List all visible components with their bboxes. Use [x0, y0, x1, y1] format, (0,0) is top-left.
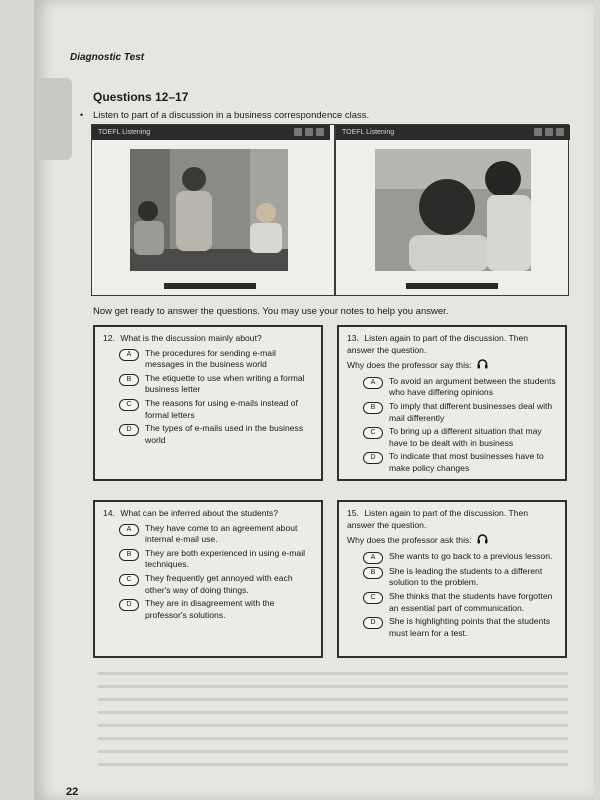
- option-text: To bring up a different situation that may have to be dealt with in business: [389, 426, 542, 448]
- option-letter[interactable]: C: [119, 574, 139, 586]
- question-text: What is the discussion mainly about?: [120, 333, 262, 343]
- answer-option-b[interactable]: [103, 548, 313, 571]
- question-stem: [347, 333, 557, 356]
- question-text: What can be inferred about the students?: [120, 508, 278, 518]
- question-prompt: [347, 534, 557, 548]
- option-text: She wants to go back to a previous lesson.: [389, 550, 553, 561]
- option-text: She thinks that the students have forgotten an essential part of communication.: [389, 590, 553, 613]
- screen-left-titlebar: [92, 125, 330, 140]
- question-number: 15.: [347, 508, 359, 518]
- option-letter[interactable]: B: [119, 374, 139, 386]
- option-text: The reasons for using e-mails instead of formal letters: [145, 397, 298, 420]
- answer-option-c[interactable]: [103, 573, 313, 596]
- question-stem: [103, 508, 313, 520]
- option-letter[interactable]: A: [363, 552, 383, 564]
- volume-icon: [534, 128, 542, 136]
- ready-instruction: Now get ready to answer the questions. You may use your notes to help you answer.: [93, 306, 449, 317]
- running-header: Diagnostic Test: [70, 52, 145, 63]
- screen-right-title: TOEFL Listening: [342, 129, 395, 136]
- option-letter[interactable]: D: [119, 599, 139, 611]
- answer-option-b[interactable]: [347, 401, 557, 424]
- answer-option-a[interactable]: [347, 551, 557, 564]
- student-photo: [375, 149, 531, 271]
- question-12-box: [93, 325, 323, 481]
- screen-left: [92, 125, 330, 295]
- answer-option-c[interactable]: [103, 398, 313, 421]
- option-letter[interactable]: A: [119, 524, 139, 536]
- option-text: The procedures for sending e-mail messages in the business world: [145, 347, 276, 370]
- option-text: The types of e-mails used in the business world: [145, 423, 304, 445]
- question-text: Listen again to part of the discussion. Then answer the question.: [347, 333, 529, 355]
- option-letter[interactable]: C: [363, 592, 383, 604]
- answer-option-a[interactable]: [103, 523, 313, 546]
- screen-right: [334, 125, 570, 295]
- answer-option-d[interactable]: [103, 423, 313, 446]
- prompt-text: Why does the professor ask this:: [347, 535, 472, 546]
- question-13-box: [337, 325, 567, 481]
- next-icon: [556, 128, 564, 136]
- answer-option-d[interactable]: [347, 451, 557, 474]
- next-icon: [316, 128, 324, 136]
- answer-option-b[interactable]: [103, 373, 313, 396]
- bleed-through-text: [98, 662, 568, 782]
- option-text: To imply that different businesses deal with mail differently: [389, 400, 553, 423]
- option-text: They are both experienced in using e-mail techniques.: [145, 547, 306, 570]
- question-stem: [347, 508, 557, 531]
- page-number: 22: [66, 786, 79, 798]
- question-prompt: [347, 359, 557, 373]
- question-stem: [103, 333, 313, 345]
- option-letter[interactable]: B: [363, 402, 383, 414]
- option-letter[interactable]: D: [119, 424, 139, 436]
- option-text: She is leading the students to a different solution to the problem.: [389, 565, 543, 588]
- option-text: The etiquette to use when writing a formal business letter: [145, 372, 305, 395]
- bullet-mark: •: [80, 110, 84, 120]
- option-text: To indicate that most businesses have to make policy changes: [389, 451, 544, 473]
- option-letter[interactable]: D: [363, 452, 383, 464]
- question-number: 12.: [103, 333, 115, 343]
- question-text: Listen again to part of the discussion. Then answer the question.: [347, 508, 529, 530]
- help-icon: [545, 128, 553, 136]
- volume-icon: [294, 128, 302, 136]
- side-tab: [36, 78, 72, 160]
- answer-option-b[interactable]: [347, 566, 557, 589]
- question-number: 14.: [103, 508, 115, 518]
- answer-option-c[interactable]: [347, 591, 557, 614]
- screen-left-progress-bar: [164, 283, 256, 289]
- option-letter[interactable]: C: [119, 399, 139, 411]
- option-letter[interactable]: B: [363, 567, 383, 579]
- screen-right-controls: [534, 128, 564, 137]
- option-text: To avoid an argument between the students who have differing opinions: [389, 375, 556, 398]
- option-text: She is highlighting points that the students must learn for a test.: [389, 616, 551, 638]
- option-letter[interactable]: B: [119, 549, 139, 561]
- question-15-box: [337, 500, 567, 658]
- answer-option-d[interactable]: [347, 616, 557, 639]
- screen-left-controls: [294, 128, 324, 137]
- screen-right-progress-bar: [406, 283, 498, 289]
- answer-option-a[interactable]: [347, 376, 557, 399]
- screen-left-title: TOEFL Listening: [98, 129, 151, 136]
- option-letter[interactable]: D: [363, 617, 383, 629]
- section-instruction: Listen to part of a discussion in a business correspondence class.: [93, 110, 370, 121]
- option-text: They are in disagreement with the professor's solutions.: [145, 598, 275, 620]
- option-text: They have come to an agreement about internal e-mail use.: [145, 522, 298, 545]
- listening-screens: [91, 124, 569, 296]
- answer-option-c[interactable]: [347, 426, 557, 449]
- prompt-text: Why does the professor say this:: [347, 360, 472, 371]
- help-icon: [305, 128, 313, 136]
- section-title: Questions 12–17: [93, 90, 189, 104]
- question-14-box: [93, 500, 323, 658]
- option-letter[interactable]: A: [119, 349, 139, 361]
- headphones-icon[interactable]: [477, 359, 488, 373]
- classroom-photo: [130, 149, 288, 271]
- screen-right-titlebar: [336, 125, 570, 140]
- answer-option-a[interactable]: [103, 348, 313, 371]
- option-text: They frequently get annoyed with each other's way of doing things.: [145, 572, 293, 595]
- answer-option-d[interactable]: [103, 598, 313, 621]
- headphones-icon[interactable]: [477, 534, 488, 548]
- question-number: 13.: [347, 333, 359, 343]
- option-letter[interactable]: C: [363, 427, 383, 439]
- option-letter[interactable]: A: [363, 377, 383, 389]
